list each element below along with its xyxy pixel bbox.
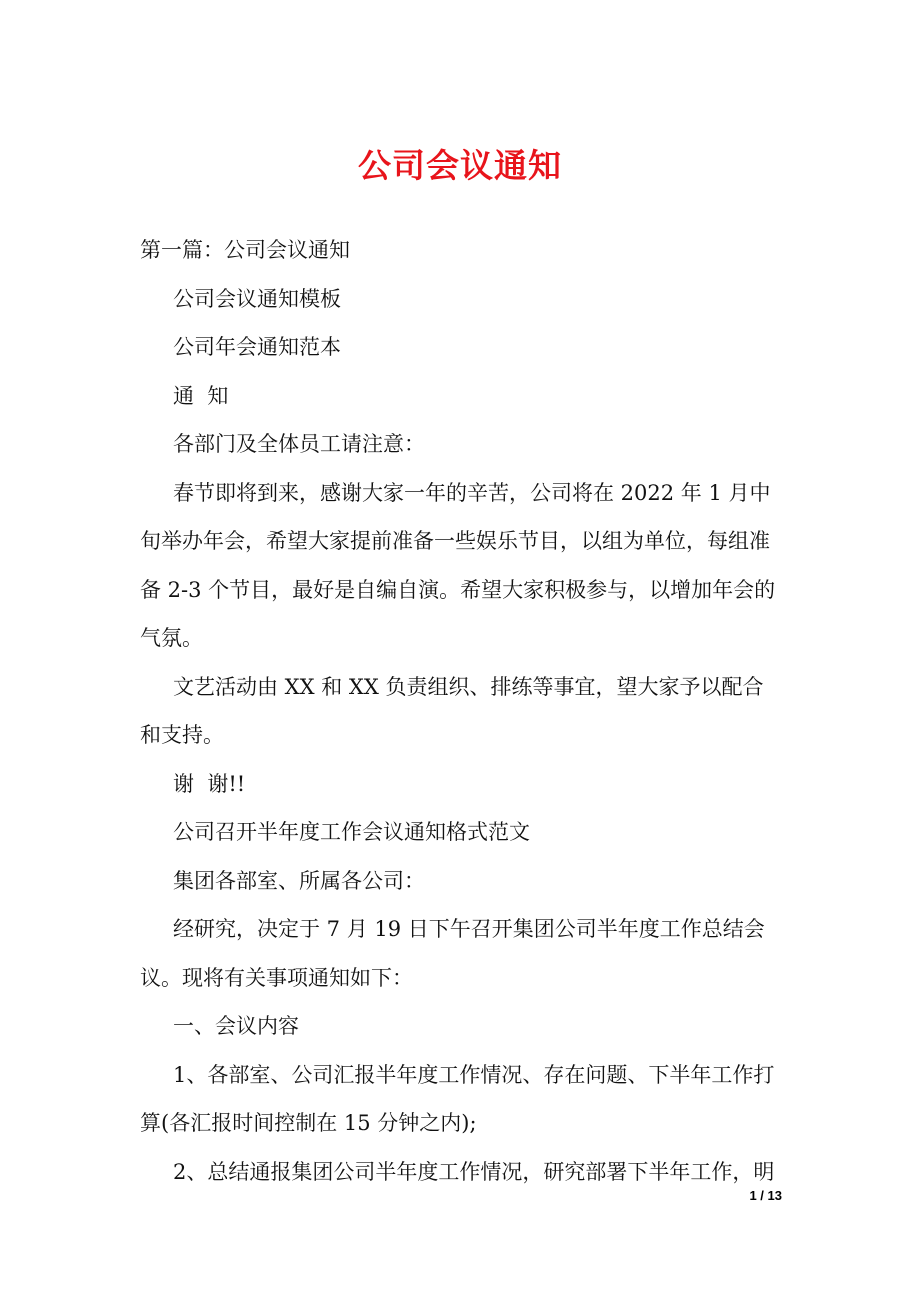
paragraph: 春节即将到来，感谢大家一年的辛苦，公司将在 2022 年 1 月中旬举办年会，希望大家提前准备一些娱乐节目，以组为单位，每组准备 2-3 个节目，最好是自编自演。希望大家积极参与，以增加年会的气氛。 [140,480,776,650]
paragraph: 公司年会通知范本 [173,335,341,359]
paragraph: 文艺活动由 XX 和 XX 负责组织、排练等事宜，望大家予以配合和支持。 [140,674,764,747]
document-title: 公司会议通知 [358,146,562,185]
paragraph: 2、总结通报集团公司半年度工作情况，研究部署下半年工作，明 [173,1159,775,1184]
paragraph: 经研究，决定于 7 月 19 日下午召开集团公司半年度工作总结会议。现将有关事项通知如下： [140,917,765,990]
paragraph: 集团各部室、所属各公司： [173,868,425,893]
paragraph: 谢 谢!! [173,771,246,796]
document-body [140,226,782,1196]
section-heading: 第一篇：公司会议通知 [140,238,350,262]
paragraph: 1、各部室、公司汇报半年度工作情况、存在问题、下半年工作打算(各汇报时间控制在 15 分钟之内); [140,1062,775,1135]
paragraph: 公司召开半年度工作会议通知格式范文 [173,820,530,844]
paragraph: 通 知 [173,383,229,408]
page-number: 1 / 13 [749,1188,782,1203]
paragraph: 一、会议内容 [173,1014,299,1038]
paragraph: 各部门及全体员工请注意： [173,432,425,456]
paragraph: 公司会议通知模板 [173,286,341,311]
